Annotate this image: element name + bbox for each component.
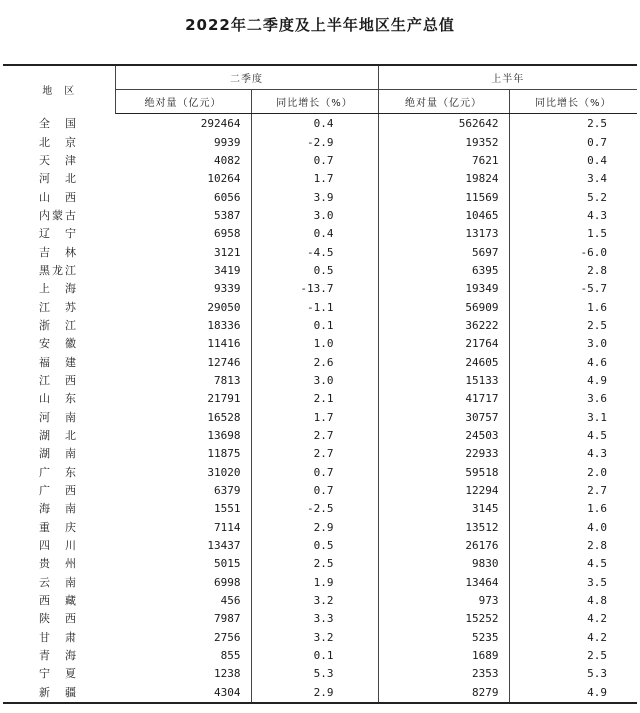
h1-growth-cell: 2.8 (587, 539, 607, 553)
table-row (3, 114, 637, 134)
table-row (3, 592, 637, 610)
h1-growth-cell: 3.5 (587, 575, 607, 589)
q2-growth-cell: 5.3 (251, 665, 378, 683)
table-row (3, 665, 637, 683)
h1-abs-cell: 2353 (378, 665, 509, 683)
q2-growth-cell: 0.5 (251, 537, 378, 555)
table-row (3, 574, 637, 592)
h1-abs-cell: 59518 (378, 464, 509, 482)
table-row (3, 262, 637, 280)
h1-abs-cell: 24605 (378, 353, 509, 371)
q2-growth-cell: -4.5 (251, 243, 378, 261)
q2-growth-cell: 2.7 (251, 427, 378, 445)
region-cell: 贵 州 (39, 557, 78, 571)
q2-growth-cell: 3.2 (251, 629, 378, 647)
h1-growth-cell: 2.5 (587, 117, 607, 131)
q2-abs-cell: 18336 (115, 317, 251, 335)
h1-growth-cell: 1.6 (587, 300, 607, 314)
table-row (3, 317, 637, 335)
region-cell: 重 庆 (39, 520, 78, 534)
q2-growth-cell: 0.1 (251, 317, 378, 335)
h1-growth-cell: 3.1 (587, 410, 607, 424)
region-cell: 广 西 (39, 484, 78, 498)
region-cell: 浙 江 (39, 318, 78, 332)
h1-abs-cell: 5697 (378, 243, 509, 261)
region-cell: 江 苏 (39, 300, 78, 314)
q2-growth-cell: 2.7 (251, 445, 378, 463)
table-body (3, 114, 637, 704)
q2-abs-cell: 29050 (115, 298, 251, 316)
region-cell: 陕 西 (39, 612, 78, 626)
table-row (3, 335, 637, 353)
q2-growth-cell: 0.7 (251, 152, 378, 170)
h1-abs-cell: 21764 (378, 335, 509, 353)
page-title: 2022年二季度及上半年地区生产总值 (185, 16, 455, 34)
q2-abs-cell: 4082 (115, 152, 251, 170)
h1-abs-cell: 15252 (378, 610, 509, 628)
q2-growth-cell: 0.5 (251, 262, 378, 280)
table-row (3, 519, 637, 537)
h1-abs-cell: 19352 (378, 133, 509, 151)
q2-growth-cell: 3.0 (251, 207, 378, 225)
h1-abs-cell: 26176 (378, 537, 509, 555)
q2-growth-cell: 0.7 (251, 464, 378, 482)
q2-abs-cell: 21791 (115, 390, 251, 408)
table-row (3, 610, 637, 628)
q2-growth-cell: 1.0 (251, 335, 378, 353)
h1-growth-cell: 4.3 (587, 447, 607, 461)
h1-abs-cell: 19824 (378, 170, 509, 188)
q2-growth-cell: -1.1 (251, 298, 378, 316)
table-row (3, 629, 637, 647)
region-cell: 福 建 (39, 355, 78, 369)
region-header: 地 区 (3, 65, 115, 114)
q2-growth-cell: 2.9 (251, 519, 378, 537)
q2-abs-cell: 7114 (115, 519, 251, 537)
h1-abs-cell: 5235 (378, 629, 509, 647)
q2-abs-cell: 31020 (115, 464, 251, 482)
q2-growth-cell: 1.7 (251, 409, 378, 427)
q2-growth-cell: -2.9 (251, 133, 378, 151)
h1-abs-cell: 562642 (378, 114, 509, 134)
h1-growth-cell: -6.0 (580, 245, 607, 259)
table-row (3, 225, 637, 243)
region-cell: 西 藏 (39, 594, 78, 608)
table-row (3, 684, 637, 703)
q2-abs-cell: 9939 (115, 133, 251, 151)
table-row (3, 537, 637, 555)
h1-growth-cell: 4.3 (587, 208, 607, 222)
h1-growth-header: 同比增长（%） (509, 90, 637, 114)
q2-growth-cell: 0.4 (251, 114, 378, 134)
region-cell: 全 国 (39, 116, 78, 130)
h1-growth-cell: 2.7 (587, 484, 607, 498)
table-row (3, 207, 637, 225)
table-row (3, 298, 637, 316)
region-cell: 北 京 (39, 135, 78, 149)
region-cell: 四 川 (39, 539, 78, 553)
table-row (3, 280, 637, 298)
region-cell: 湖 北 (39, 429, 78, 443)
h1-growth-cell: 3.4 (587, 172, 607, 186)
table-row (3, 353, 637, 371)
q2-abs-cell: 6958 (115, 225, 251, 243)
h1-abs-cell: 22933 (378, 445, 509, 463)
q2-growth-cell: 0.1 (251, 647, 378, 665)
q2-abs-cell: 7813 (115, 372, 251, 390)
h1-growth-cell: 4.9 (509, 684, 637, 703)
q2-abs-cell: 456 (115, 592, 251, 610)
h1-abs-cell: 9830 (378, 555, 509, 573)
h1-abs-cell: 11569 (378, 188, 509, 206)
h1-growth-cell: 4.9 (587, 373, 607, 387)
h1-abs-cell: 30757 (378, 409, 509, 427)
h1-growth-cell: 2.8 (587, 263, 607, 277)
q2-growth-cell: 0.4 (251, 225, 378, 243)
h1-growth-cell: 4.2 (587, 630, 607, 644)
q2-abs-cell: 1551 (115, 500, 251, 518)
h1-growth-cell: 4.5 (587, 429, 607, 443)
h1-abs-cell: 36222 (378, 317, 509, 335)
h1-abs-cell: 12294 (378, 482, 509, 500)
region-cell: 河 北 (39, 172, 78, 186)
q2-growth-cell: 1.9 (251, 574, 378, 592)
q2-abs-cell: 2756 (115, 629, 251, 647)
h1-abs-cell: 56909 (378, 298, 509, 316)
h1-abs-cell: 6395 (378, 262, 509, 280)
q2-abs-cell: 3419 (115, 262, 251, 280)
table-row (3, 390, 637, 408)
region-cell: 甘 肃 (39, 630, 78, 644)
h1-growth-cell: 2.5 (587, 649, 607, 663)
q2-abs-cell: 13437 (115, 537, 251, 555)
h1-growth-cell: 2.5 (587, 318, 607, 332)
q2-abs-header: 绝对量（亿元） (115, 90, 251, 114)
table-row (3, 427, 637, 445)
region-cell: 天 津 (39, 153, 78, 167)
q2-growth-cell: 2.6 (251, 353, 378, 371)
q2-abs-cell: 6056 (115, 188, 251, 206)
h1-growth-cell: 4.0 (587, 520, 607, 534)
region-cell: 内蒙古 (39, 208, 78, 222)
q2-abs-cell: 16528 (115, 409, 251, 427)
h1-growth-cell: 4.6 (587, 355, 607, 369)
region-cell: 山 东 (39, 392, 78, 406)
region-cell: 海 南 (39, 502, 78, 516)
region-cell: 安 徽 (39, 337, 78, 351)
h1-abs-cell: 1689 (378, 647, 509, 665)
q2-header: 二季度 (115, 65, 378, 90)
table-row (3, 409, 637, 427)
h1-growth-cell: 4.5 (587, 557, 607, 571)
h1-abs-cell: 7621 (378, 152, 509, 170)
q2-abs-cell: 9339 (115, 280, 251, 298)
table-row (3, 152, 637, 170)
table-row (3, 555, 637, 573)
q2-abs-cell: 7987 (115, 610, 251, 628)
h1-abs-cell: 13464 (378, 574, 509, 592)
table-row (3, 188, 637, 206)
table-row (3, 482, 637, 500)
region-cell: 黑龙江 (39, 263, 78, 277)
region-cell: 云 南 (39, 575, 78, 589)
q2-growth-header: 同比增长（%） (251, 90, 378, 114)
table-row (3, 647, 637, 665)
q2-abs-cell: 10264 (115, 170, 251, 188)
region-cell: 宁 夏 (39, 667, 78, 681)
q2-abs-cell: 292464 (115, 114, 251, 134)
table-header (3, 65, 637, 114)
table-row (3, 170, 637, 188)
table-row (3, 372, 637, 390)
h1-abs-header: 绝对量（亿元） (378, 90, 509, 114)
h1-growth-cell: 0.4 (587, 153, 607, 167)
q2-abs-cell: 4304 (115, 684, 251, 703)
region-cell: 广 东 (39, 465, 78, 479)
region-cell: 湖 南 (39, 447, 78, 461)
q2-growth-cell: 2.5 (251, 555, 378, 573)
h1-abs-cell: 973 (378, 592, 509, 610)
q2-growth-cell: 3.3 (251, 610, 378, 628)
h1-abs-cell: 41717 (378, 390, 509, 408)
h1-abs-cell: 15133 (378, 372, 509, 390)
q2-abs-cell: 13698 (115, 427, 251, 445)
q2-growth-cell: -13.7 (251, 280, 378, 298)
q2-abs-cell: 5015 (115, 555, 251, 573)
h1-growth-cell: 4.8 (587, 594, 607, 608)
q2-growth-cell: 2.9 (251, 684, 378, 703)
h1-growth-cell: 1.5 (587, 227, 607, 241)
h1-growth-cell: 5.2 (587, 190, 607, 204)
h1-growth-cell: 2.0 (587, 465, 607, 479)
q2-abs-cell: 12746 (115, 353, 251, 371)
h1-abs-cell: 19349 (378, 280, 509, 298)
region-cell: 青 海 (39, 649, 78, 663)
h1-abs-cell: 13173 (378, 225, 509, 243)
region-cell: 新 疆 (3, 684, 115, 703)
gdp-table (3, 64, 637, 704)
h1-header: 上半年 (378, 65, 637, 90)
table-row (3, 500, 637, 518)
h1-growth-cell: -5.7 (580, 282, 607, 296)
h1-growth-cell: 5.3 (587, 667, 607, 681)
h1-growth-cell: 0.7 (587, 135, 607, 149)
h1-abs-cell: 10465 (378, 207, 509, 225)
region-cell: 辽 宁 (39, 227, 78, 241)
h1-abs-cell: 24503 (378, 427, 509, 445)
q2-abs-cell: 5387 (115, 207, 251, 225)
region-cell: 山 西 (39, 190, 78, 204)
q2-abs-cell: 6998 (115, 574, 251, 592)
h1-growth-cell: 3.0 (587, 337, 607, 351)
q2-growth-cell: 3.9 (251, 188, 378, 206)
h1-abs-cell: 3145 (378, 500, 509, 518)
q2-abs-cell: 6379 (115, 482, 251, 500)
region-cell: 江 西 (39, 373, 78, 387)
region-cell: 河 南 (39, 410, 78, 424)
region-cell: 上 海 (39, 282, 78, 296)
table-row (3, 133, 637, 151)
h1-growth-cell: 1.6 (587, 502, 607, 516)
q2-growth-cell: 1.7 (251, 170, 378, 188)
q2-abs-cell: 855 (115, 647, 251, 665)
region-cell: 吉 林 (39, 245, 78, 259)
table-row (3, 464, 637, 482)
q2-growth-cell: 0.7 (251, 482, 378, 500)
q2-growth-cell: 2.1 (251, 390, 378, 408)
table-row (3, 445, 637, 463)
q2-abs-cell: 1238 (115, 665, 251, 683)
q2-abs-cell: 11416 (115, 335, 251, 353)
h1-abs-cell: 8279 (378, 684, 509, 703)
q2-abs-cell: 3121 (115, 243, 251, 261)
q2-growth-cell: 3.2 (251, 592, 378, 610)
table-row (3, 243, 637, 261)
q2-abs-cell: 11875 (115, 445, 251, 463)
h1-abs-cell: 13512 (378, 519, 509, 537)
q2-growth-cell: 3.0 (251, 372, 378, 390)
h1-growth-cell: 4.2 (587, 612, 607, 626)
h1-growth-cell: 3.6 (587, 392, 607, 406)
q2-growth-cell: -2.5 (251, 500, 378, 518)
